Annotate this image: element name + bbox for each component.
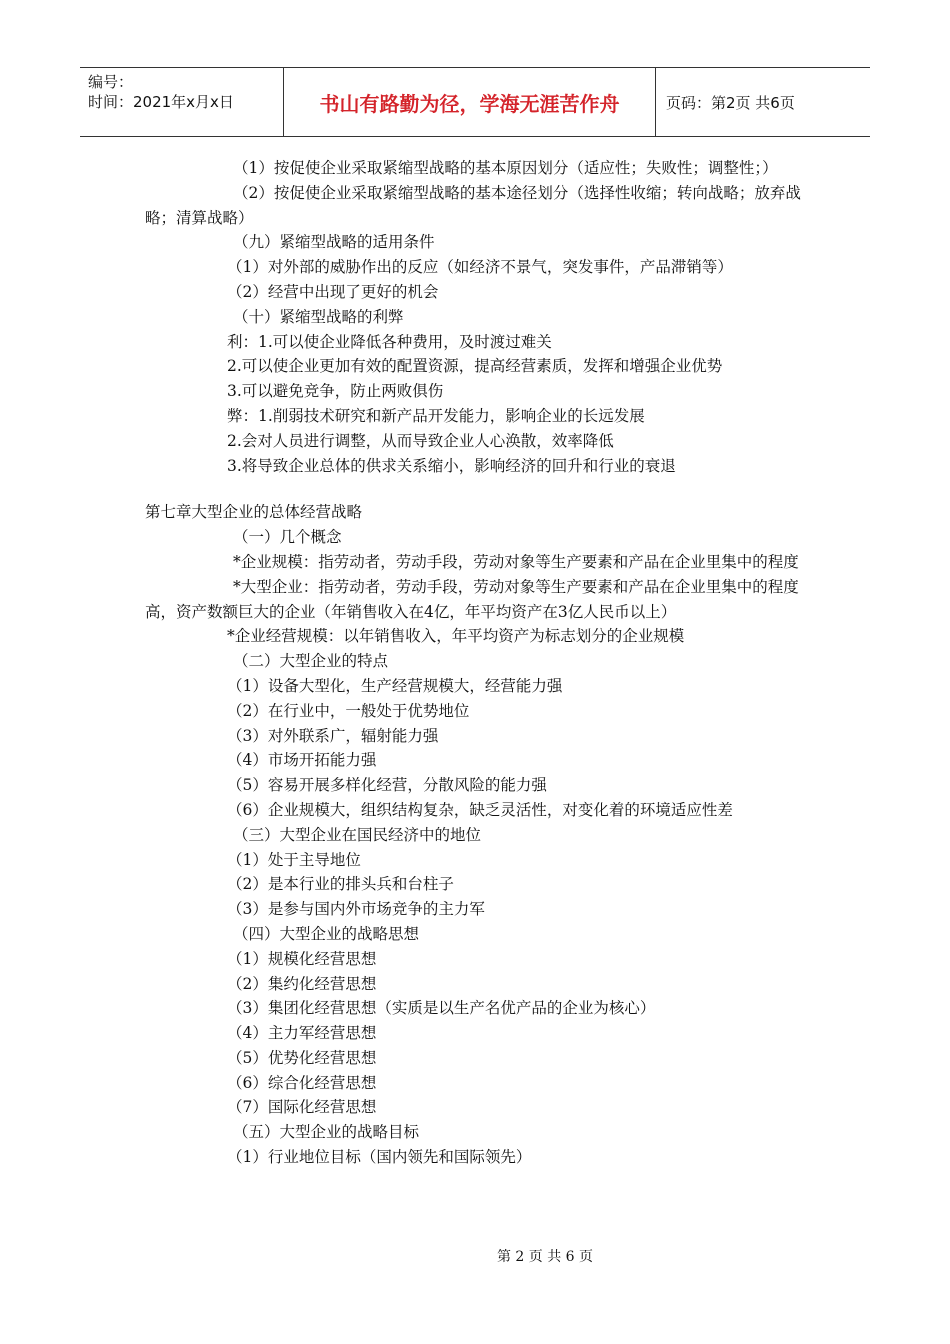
text-line: （6）企业规模大，组织结构复杂，缺乏灵活性，对变化着的环境适应性差	[227, 800, 733, 819]
text-line: 弊：1.削弱技术研究和新产品开发能力，影响企业的长远发展	[227, 406, 645, 425]
header-page-info: 页码：第2页 共6页	[666, 93, 795, 112]
text-line: （二）大型企业的特点	[233, 652, 389, 671]
header-meta	[80, 68, 283, 136]
text-line: （2）集约化经营思想	[227, 974, 377, 993]
text-line: （1）设备大型化，生产经营规模大，经营能力强	[227, 676, 563, 695]
text-line: （1）对外部的威胁作出的反应（如经济不景气，突发事件，产品滞销等）	[227, 258, 733, 277]
text-line: （五）大型企业的战略目标	[233, 1123, 420, 1142]
text-line: （3）集团化经营思想（实质是以生产名优产品的企业为核心）	[227, 999, 656, 1018]
text-line: *大型企业：指劳动者，劳动手段，劳动对象等生产要素和产品在企业里集中的程度高，资产数额巨大的企业（年销售收入在4亿，年平均资产在3亿人民币以上）	[145, 577, 799, 621]
text-line: （5）容易开展多样化经营，分散风险的能力强	[227, 776, 547, 795]
text-line: *企业规模：指劳动者，劳动手段，劳动对象等生产要素和产品在企业里集中的程度	[233, 552, 799, 571]
text-line: 第七章大型企业的总体经营战略	[145, 503, 363, 522]
text-line: （2）按促使企业采取紧缩型战略的基本途径划分（选择性收缩；转向战略；放弃战略；清算战略）	[145, 183, 801, 227]
text-line: （7）国际化经营思想	[227, 1098, 377, 1117]
text-line: （1）按促使企业采取紧缩型战略的基本原因划分（适应性；失败性；调整性；）	[233, 159, 778, 177]
text-line: 3.将导致企业总体的供求关系缩小，影响经济的回升和行业的衰退	[227, 456, 676, 475]
text-line: （3）是参与国内外市场竞争的主力军	[227, 900, 485, 919]
text-line: 利：1.可以使企业降低各种费用，及时渡过难关	[227, 332, 552, 351]
text-line: （1）规模化经营思想	[227, 949, 377, 968]
page-header	[80, 67, 870, 137]
text-line: （4）市场开拓能力强	[227, 751, 377, 770]
text-line: （2）是本行业的排头兵和台柱子	[227, 875, 454, 894]
text-line: （4）主力军经营思想	[227, 1024, 377, 1043]
document-body	[145, 156, 810, 1170]
text-line: （3）对外联系广，辐射能力强	[227, 726, 439, 745]
text-line: （6）综合化经营思想	[227, 1073, 377, 1092]
text-line: （1）处于主导地位	[227, 850, 361, 869]
text-line: （1）行业地位目标（国内领先和国际领先）	[227, 1148, 532, 1167]
text-line: （5）优势化经营思想	[227, 1048, 377, 1067]
header-motto: 书山有路勤为径，学海无涯苦作舟	[283, 68, 656, 136]
page-footer: 第 2 页 共 6 页	[496, 1249, 594, 1265]
text-line: 3.可以避免竞争，防止两败俱伤	[227, 382, 444, 401]
text-line: （九）紧缩型战略的适用条件	[233, 233, 435, 252]
text-line: （2）经营中出现了更好的机会	[227, 282, 439, 301]
text-line: 2.会对人员进行调整，从而导致企业人心涣散，效率降低	[227, 431, 614, 450]
time-label: 时间：2021年x月x日	[88, 93, 234, 111]
paragraph-spacer	[145, 478, 810, 500]
text-line: （四）大型企业的战略思想	[233, 924, 420, 943]
text-line: （三）大型企业在国民经济中的地位	[233, 825, 482, 844]
text-line: 2.可以使企业更加有效的配置资源，提高经营素质，发挥和增强企业优势	[227, 357, 723, 376]
text-line: *企业经营规模：以年销售收入，年平均资产为标志划分的企业规模	[227, 627, 685, 646]
text-line: （十）紧缩型战略的利弊	[233, 307, 404, 326]
text-line: （一）几个概念	[233, 528, 342, 547]
serial-label: 编号：	[88, 73, 134, 91]
text-line: （2）在行业中，一般处于优势地位	[227, 701, 470, 720]
